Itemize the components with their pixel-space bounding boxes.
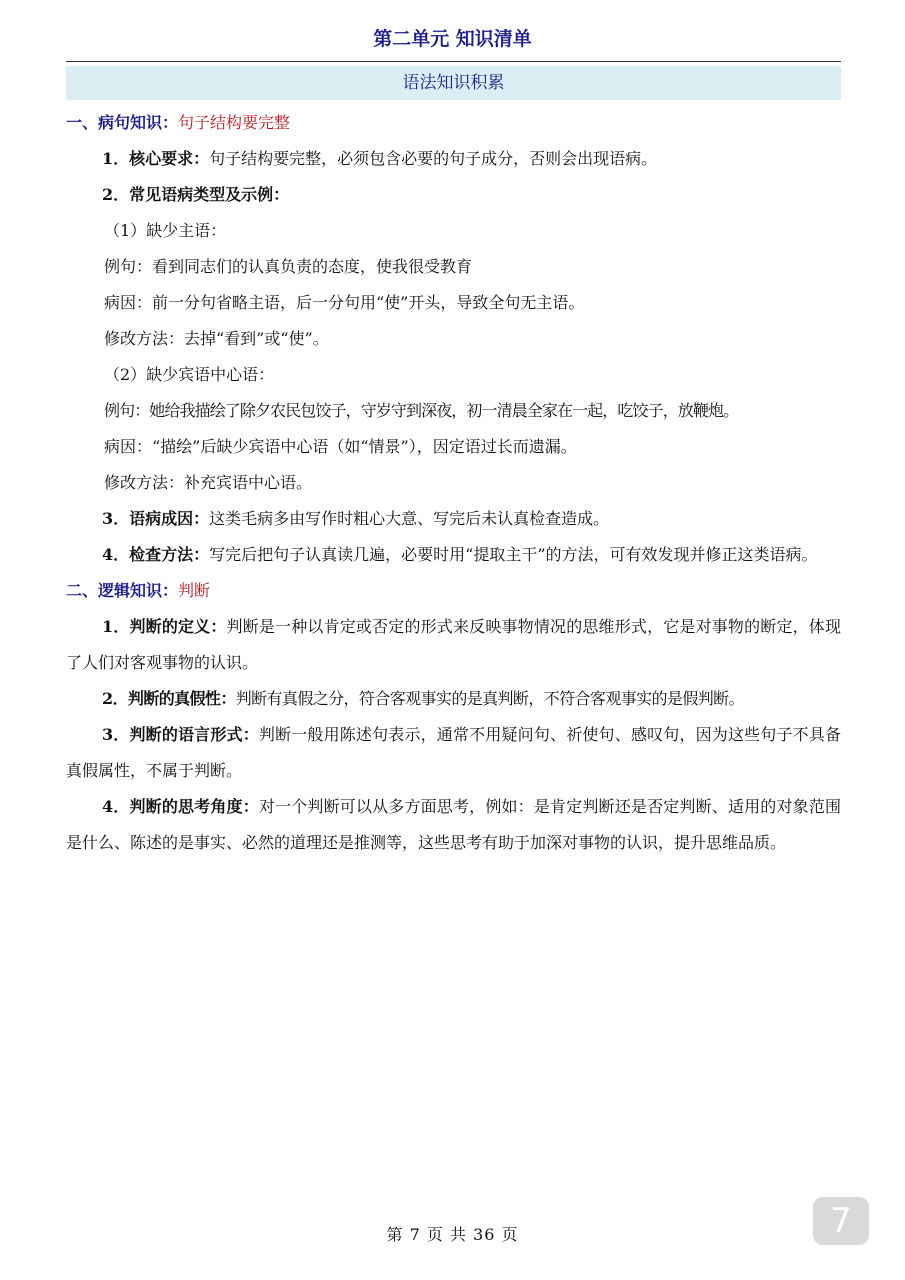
s1-item-4 [66,537,841,573]
s2-item-1-label: 1．判断的定义： [102,617,227,636]
s1-sub1-example: 例句：看到同志们的认真负责的态度，使我很受教育 [104,257,473,276]
s2-item-4-text: 对一个判断可以从多方面思考，例如：是肯定判断还是否定判断、适用的对象范围是什么、陈述的是事实、必然的道理还是推测等，这些思考有助于加深对事物的认识，提升思维品质。 [66,797,841,852]
s1-item-3-text: 这类毛病多由写作时粗心大意、写完后未认真检查造成。 [209,509,610,528]
section-heading-1-prefix: 一、病句知识： [66,113,179,132]
s2-item-3-text: 判断一般用陈述句表示，通常不用疑问句、祈使句、感叹句，因为这些句子不具备真假属性，不属于判断。 [66,725,841,780]
section-heading-2-topic: 判断 [178,581,211,600]
s2-item-1 [66,609,841,681]
header-divider [66,61,841,62]
s1-item-1 [66,141,841,177]
page-title: 第二单元 知识清单 [373,28,532,50]
s2-item-2-text: 判断有真假之分，符合客观事实的是真判断，不符合客观事实的是假判断。 [235,689,744,708]
s1-sub2-example: 例句：她给我描绘了除夕农民包饺子，守岁守到深夜，初一清晨全家在一起，吃饺子，放鞭炮。 [104,401,739,420]
s1-item-1-label: 1．核心要求： [102,149,210,168]
s1-item-3 [66,501,841,537]
section-banner: 语法知识积累 [66,66,841,100]
section-heading-2 [66,573,841,609]
s2-item-2-label: 2．判断的真假性： [102,689,236,708]
s1-sub2-cause: 病因：“描绘”后缺少宾语中心语（如“情景”），因定语过长而遗漏。 [104,437,577,456]
section-heading-1-topic: 句子结构要完整 [178,113,291,132]
page-number-badge: 7 [813,1197,869,1245]
s1-item-2 [66,177,841,213]
s1-item-1-text: 句子结构要完整，必须包含必要的句子成分，否则会出现语病。 [209,149,658,168]
s2-item-4 [66,789,841,861]
s1-sub1-cause: 病因：前一分句省略主语，后一分句用“使”开头，导致全句无主语。 [104,293,585,312]
s2-item-1-text: 判断是一种以肯定或否定的形式来反映事物情况的思维形式，它是对事物的断定，体现了人们对客观事物的认识。 [66,617,841,672]
s1-item-4-text: 写完后把句子认真读几遍，必要时用“提取主干”的方法，可有效发现并修正这类语病。 [209,545,818,564]
s1-item-3-label: 3．语病成因： [102,509,210,528]
s1-item-4-label: 4．检查方法： [102,545,210,564]
s2-item-4-label: 4．判断的思考角度： [102,797,259,816]
s1-sub2-fix: 修改方法：补充宾语中心语。 [104,473,313,492]
document-body [66,105,841,861]
s1-sub2-title: （2）缺少宾语中心语： [104,365,275,384]
section-heading-2-prefix: 二、逻辑知识： [66,581,179,600]
s2-item-2 [66,681,841,717]
section-heading-1 [66,105,841,141]
s2-item-3 [66,717,841,789]
s1-sub1-fix: 修改方法：去掉“看到”或“使”。 [104,329,329,348]
s1-sub1-title: （1）缺少主语： [104,221,227,240]
s2-item-3-label: 3．判断的语言形式： [102,725,259,744]
s1-item-2-label: 2．常见语病类型及示例： [102,185,290,204]
page-footer: 第 7 页 共 36 页 [386,1225,519,1244]
